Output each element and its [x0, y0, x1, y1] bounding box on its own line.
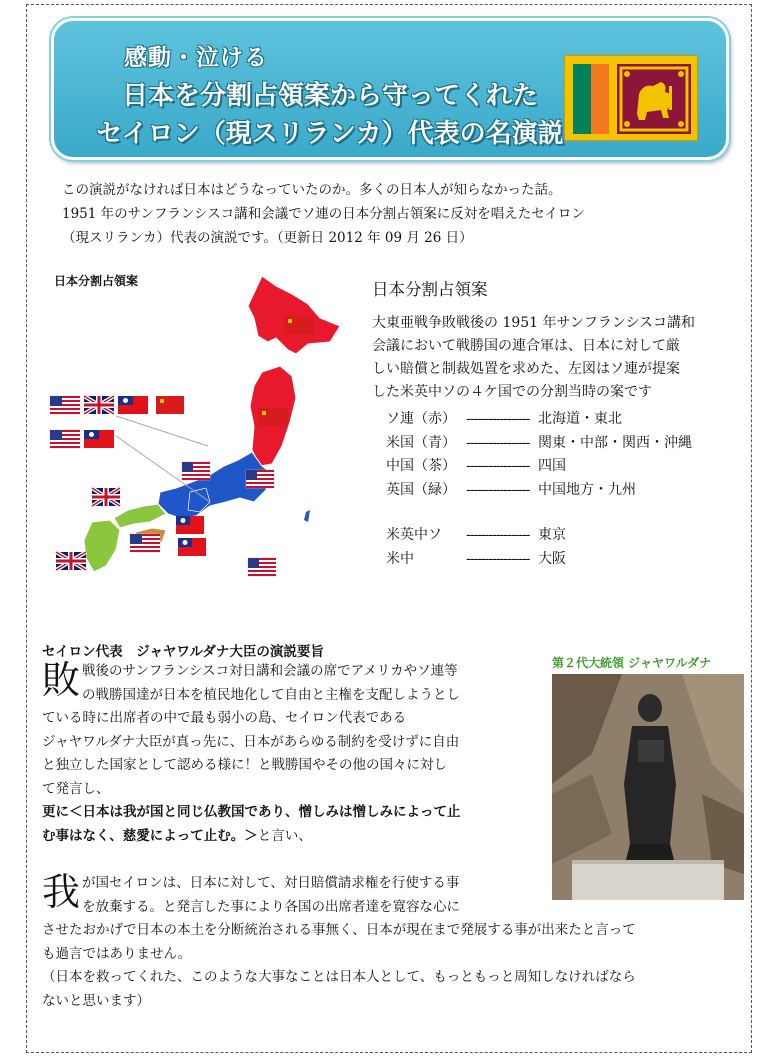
division-row: 中国（茶） ----------------- 四国 [386, 458, 566, 474]
uk-flag-icon [56, 552, 86, 570]
intro-line: この演説がなければ日本はどうなっていたのか。多くの日本人が知らなかった話。 [62, 182, 562, 198]
speech-paragraph-1: 敗 戦後のサンフランシスコ対日講和会議の席でアメリカやソ連等 の戦勝国達が日本を植民地化して自由と主権を支配しようとし ている時に出席者の中で最も弱小の島、セイロン代表である ジャヤワルダナ大臣が真っ先に、日本があらゆる制約を受けずに自由 と独立した国家として認める様に！と戦勝国やその他の国々に対し て発言し、 更に＜日本は我が国と同じ仏教国であり、憎しみは憎しみによって止 む事はなく、慈愛によって止む。＞と言い、 [42, 658, 461, 844]
china-flag-icon [118, 396, 148, 414]
title-banner [51, 18, 729, 160]
usa-flag-icon [248, 558, 276, 576]
speech-quote: 更に＜日本は我が国と同じ仏教国であり、憎しみは憎しみによって止 [42, 804, 461, 820]
japan-division-map [40, 266, 360, 596]
plan-desc-line: 大東亜戦争敗戦後の 1951 年サンフランシスコ講和 [372, 315, 696, 331]
china-flag-icon [176, 516, 204, 534]
intro-text [62, 178, 732, 250]
photo-caption: 第２代大統領 ジャヤワルダナ [552, 656, 712, 670]
banner-tagline: 感動・泣ける [124, 45, 268, 71]
soviet-flag-icon [156, 396, 184, 414]
uk-flag-icon [92, 488, 120, 506]
intro-line: 1951 年のサンフランシスコ講和会議でソ連の日本分割占領案に反対を唱えたセイロン [62, 206, 585, 222]
speech-quote: む事はなく、慈愛によって止む。＞ [42, 827, 258, 844]
division-row: 米国（青） ----------------- 関東・中部・関西・沖縄 [386, 434, 692, 451]
banner-title-line1: 日本を分割占領案から守ってくれた [121, 81, 538, 111]
drop-cap: 敗 [42, 658, 81, 702]
plan-desc-line: 会議において戦勝国の連合軍は、日本に対して厳 [372, 338, 680, 354]
division-row: 米中 ----------------- 大阪 [386, 550, 566, 567]
soviet-flag-icon [284, 316, 314, 334]
statue-photo [552, 674, 744, 900]
usa-flag-icon [130, 534, 160, 552]
division-row: 英国（緑） ----------------- 中国地方・九州 [386, 481, 636, 498]
usa-flag-icon [182, 462, 210, 480]
speech-heading: セイロン代表 ジャヤワルダナ大臣の演説要旨 [42, 644, 324, 660]
division-row: 米英中ソ ----------------- 東京 [386, 527, 566, 543]
soviet-flag-icon [258, 408, 288, 426]
plan-desc-line: しい賠償と制裁処置を求めた、左図はソ連が提案 [372, 361, 680, 377]
intro-line: （現スリランカ）代表の演説です。（更新日 2012 年 09 月 26 日） [62, 230, 473, 246]
plan-desc-line: した米英中ソの４ケ国での分割当時の案です [372, 384, 652, 400]
division-row: ソ連（赤） ----------------- 北海道・東北 [386, 411, 622, 427]
china-flag-icon [84, 430, 114, 448]
sri-lanka-flag-icon [564, 55, 698, 141]
speech-paragraph-2: 我 が国セイロンは、日本に対して、対日賠償請求権を行使する事 を放棄する。と発言した事により各国の出席者達を寛容な心に させたおかげで日本の本土を分断統治される事無く、日本が現在まで発展する事が出来たと言って も過言ではありません。 （日本を救ってくれた、このような大事なことは日本人として、もっともっと周知しなければなら ないと思います） [42, 870, 636, 1009]
plan-description [372, 312, 732, 404]
uk-flag-icon [84, 396, 114, 414]
division-list [386, 408, 692, 571]
plan-heading: 日本分割占領案 [372, 280, 488, 299]
china-flag-icon [178, 538, 206, 556]
map-title: 日本分割占領案 [54, 274, 139, 288]
banner-title-line2: セイロン（現スリランカ）代表の名演説 [96, 119, 564, 149]
usa-flag-icon [50, 396, 80, 414]
drop-cap: 我 [42, 870, 81, 914]
usa-flag-icon [50, 430, 80, 448]
usa-flag-icon [246, 470, 274, 488]
